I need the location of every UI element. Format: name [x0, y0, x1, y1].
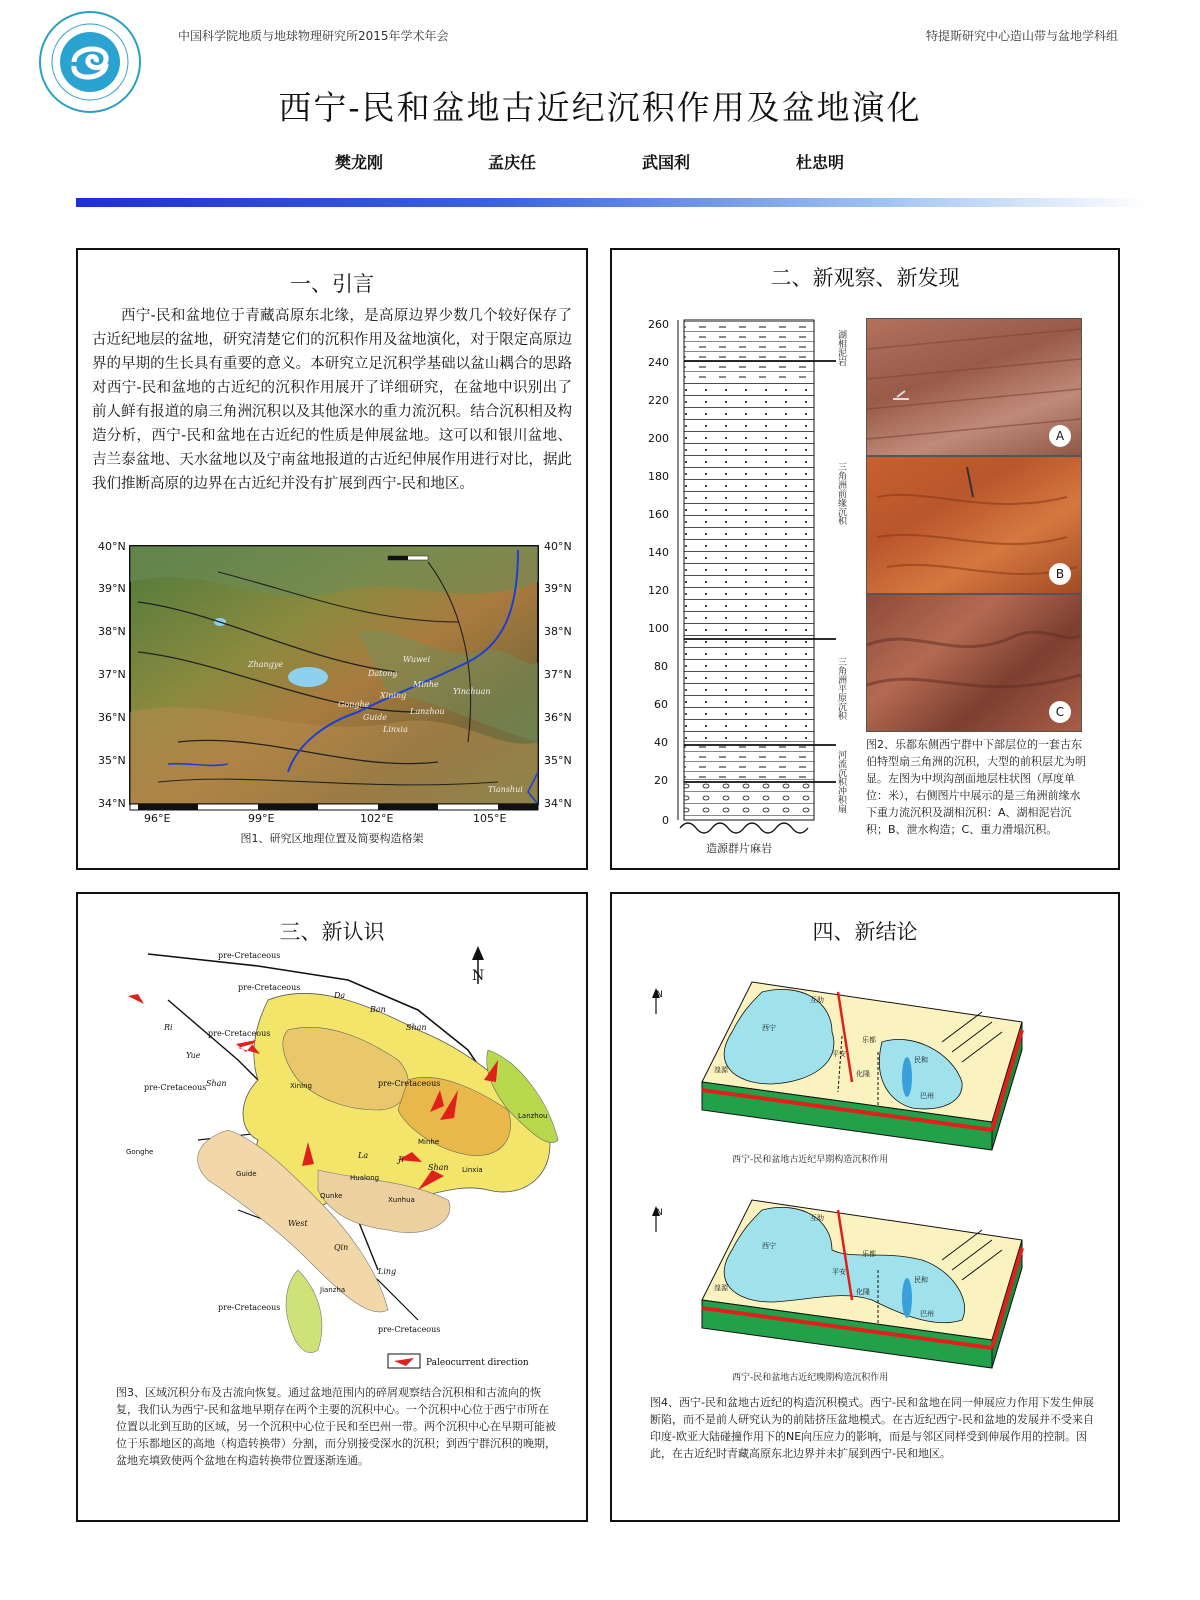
- unit-label: 河流沉积: [836, 750, 846, 786]
- lat-label-right: 34°N: [544, 797, 572, 810]
- figure4-caption: 图4、西宁-民和盆地古近纪的构造沉积模式。西宁-民和盆地在同一伸展应力作用下发生伸展断陷，而不是前人研究认为的前陆挤压盆地模式。在古近纪西宁-民和盆地的发展并不受来自印度-欧亚大陆碰撞作用下的NE向压应力的影响，而是与邻区同样受到伸展作用的控制。因此，在古近纪时青藏高原东北边界并未扩展到西宁-民和地区。: [650, 1396, 1094, 1460]
- fault-label: West: [288, 1219, 308, 1228]
- depth-tick: 140: [648, 546, 669, 559]
- depth-tick: 100: [648, 622, 669, 635]
- lon-label: 99°E: [248, 812, 275, 825]
- map-unit-label: pre-Cretaceous: [208, 1029, 271, 1038]
- north-label: N: [472, 968, 485, 984]
- fault-label: Ling: [378, 1267, 397, 1276]
- block2-place: 民和: [914, 1276, 928, 1284]
- legend-label: Paleocurrent direction: [426, 1358, 529, 1368]
- fault-label: Yue: [186, 1051, 201, 1060]
- lat-label-right: 35°N: [544, 754, 572, 767]
- town-label: Lanzhou: [518, 1112, 548, 1120]
- depth-tick: 220: [648, 394, 669, 407]
- lat-label: 39°N: [98, 582, 126, 595]
- block2-place: 巴州: [920, 1310, 934, 1318]
- map-place: Datong: [368, 669, 398, 678]
- strat-column-chart: [636, 312, 856, 862]
- town-label: Xining: [290, 1082, 313, 1090]
- figure3-paleocurrent-map: [88, 940, 578, 1380]
- author-3: 武国利: [642, 153, 691, 172]
- depth-tick: 120: [648, 584, 669, 597]
- author-2: 孟庆任: [488, 153, 537, 172]
- block-diagram-late: [692, 1190, 1032, 1390]
- block2-caption: 西宁-民和盆地古近纪晚期构造沉积作用: [732, 1373, 889, 1383]
- fault-label: Ri: [164, 1023, 173, 1032]
- panel-new-conclusions: [610, 892, 1120, 1522]
- map-unit-label: pre-Cretaceous: [144, 1083, 207, 1092]
- figure3-caption: 图3、区域沉积分布及古流向恢复。通过盆地范围内的碎屑观察结合沉积相和古流向的恢复，我们认为西宁-民和盆地早期存在两个主要的沉积中心。一个沉积中心位于西宁市所在位置以北到互助的区域，另一个沉积中心位于民和至巴州一带。两个沉积中心在早期可能被位于乐都地区的高地（构造转换带）分割，而分别接受深水的沉积；到西宁群沉积的晚期，盆地充填致使两个盆地在构造转换带位置逐渐连通。: [116, 1386, 556, 1467]
- fault-label: Da: [334, 991, 346, 1000]
- header-right-text: 特提斯研究中心造山带与盆地学科组: [925, 29, 1118, 43]
- block1-place: 民和: [914, 1056, 928, 1064]
- block-diagram-late-svg: [692, 1190, 1032, 1390]
- map-place: Minhe: [413, 680, 439, 689]
- block1-place: 化隆: [856, 1070, 870, 1078]
- north-label-2: N: [656, 1208, 663, 1218]
- fault-label: Ban: [370, 1005, 386, 1014]
- fault-label: La: [358, 1151, 369, 1160]
- paleocurrent-map-svg: [88, 940, 578, 1380]
- map-unit-label: pre-Cretaceous: [378, 1079, 441, 1088]
- map-place: Guide: [363, 713, 387, 722]
- block1-place: 平安: [832, 1050, 846, 1058]
- map-place: Wuwei: [403, 655, 431, 664]
- block1-place: 西宁: [762, 1024, 776, 1032]
- lon-label: 102°E: [360, 812, 394, 825]
- figure2-caption: 图2、乐都东侧西宁群中下部层位的一套古东伯特型扇三角洲的沉积，大型的前积层尤为明显。左图为中坝沟剖面地层柱状图（厚度单位：米），右侧图片中展示的是三角洲前缘水下重力流沉积及湖相沉积：A、湖相泥岩沉积；B、泄水构造；C、重力滑塌沉积。: [866, 738, 1086, 836]
- photo-a-label: A: [1049, 425, 1071, 447]
- map-unit-label: pre-Cretaceous: [238, 983, 301, 992]
- town-label: Minhe: [418, 1138, 440, 1146]
- title-divider-bar: [76, 198, 1146, 207]
- panel-new-understanding: [76, 892, 588, 1522]
- map-place: Lanzhou: [410, 707, 445, 716]
- page-title: 西宁-民和盆地古近纪沉积作用及盆地演化: [278, 88, 922, 127]
- block2-place: 互助: [810, 1214, 824, 1222]
- block2-place: 湟源: [714, 1284, 728, 1292]
- photo-c-gravity-slump: [866, 594, 1082, 732]
- lon-label: 96°E: [144, 812, 171, 825]
- unit-label: 三角洲平原沉积: [836, 657, 846, 720]
- unit-label: 湖相泥岩: [836, 330, 846, 366]
- photo-c-label: C: [1049, 701, 1071, 723]
- fault-label: Qin: [334, 1243, 349, 1252]
- block1-place: 乐都: [862, 1036, 876, 1044]
- lat-label: 34°N: [98, 797, 126, 810]
- lat-label-right: 39°N: [544, 582, 572, 595]
- unit-label: 冲积扇: [836, 786, 846, 813]
- panel-new-observations: [610, 248, 1120, 870]
- lat-label: 40°N: [98, 542, 126, 553]
- section1-body: 西宁-民和盆地位于青藏高原东北缘，是高原边界少数几个较好保存了古近纪地层的盆地，研究清楚它们的沉积作用及盆地演化，对于限定高原边界的早期的生长具有重要的意义。本研究立足沉积学基础以盆山耦合的思路对西宁-民和盆地的古近纪的沉积作用展开了详细研究，在盆地中识别出了前人鲜有报道的扇三角洲沉积以及其他深水的重力流沉积。结合沉积相及构造分析，西宁-民和盆地在古近纪的性质是伸展盆地。这可以和银川盆地、吉兰泰盆地、天水盆地以及宁南盆地报道的古近纪伸展作用进行对比，据此我们推断高原的边界在古近纪并没有扩展到西宁-民和地区。: [92, 308, 572, 492]
- block1-place: 互助: [810, 996, 824, 1004]
- depth-tick: 240: [648, 356, 669, 369]
- block-diagram-early: [692, 972, 1032, 1172]
- block1-place: 湟源: [714, 1066, 728, 1074]
- fault-label: Shan: [428, 1163, 449, 1172]
- map-place: Xining: [380, 691, 407, 700]
- photo-a-lacustrine-mudstone: [866, 318, 1082, 456]
- block2-place: 平安: [832, 1268, 846, 1276]
- figure1-map: [98, 542, 573, 844]
- depth-tick: 20: [654, 774, 668, 787]
- study-area-relief-map: [98, 542, 573, 844]
- block2-place: 化隆: [856, 1288, 870, 1296]
- map-unit-label: pre-Cretaceous: [378, 1325, 441, 1334]
- panel-introduction: [76, 248, 588, 870]
- lat-label: 36°N: [98, 711, 126, 724]
- map-unit-label: pre-Cretaceous: [218, 1303, 281, 1312]
- author-4: 杜忠明: [796, 153, 845, 172]
- lat-label: 35°N: [98, 754, 126, 767]
- depth-tick: 200: [648, 432, 669, 445]
- north-label-1: N: [656, 990, 663, 1000]
- town-label: Hualong: [350, 1174, 380, 1182]
- town-label: Gonghe: [126, 1148, 154, 1156]
- fault-label: Shan: [406, 1023, 427, 1032]
- lat-label-right: 40°N: [544, 542, 572, 553]
- map-place: Yinchuan: [453, 687, 491, 696]
- fault-label: Ji: [398, 1155, 404, 1164]
- lat-label-right: 38°N: [544, 625, 572, 638]
- lat-label: 37°N: [98, 668, 126, 681]
- depth-tick: 60: [654, 698, 668, 711]
- depth-tick: 80: [654, 660, 668, 673]
- block1-place: 巴州: [920, 1092, 934, 1100]
- map-place: Gonghe: [338, 700, 370, 709]
- column-base-label: 造源群片麻岩: [706, 842, 772, 855]
- section2-title: 二、新观察、新发现: [770, 266, 960, 290]
- block-diagram-early-svg: [692, 972, 1032, 1172]
- map-place: Tianshui: [488, 785, 523, 794]
- map-place: Linxia: [383, 725, 408, 734]
- figure2-strat-column: [636, 312, 856, 862]
- block2-place: 乐都: [862, 1250, 876, 1258]
- block1-caption: 西宁-民和盆地古近纪早期构造沉积作用: [732, 1155, 889, 1165]
- map-unit-label: pre-Cretaceous: [218, 951, 281, 960]
- section1-title: 一、引言: [290, 272, 374, 296]
- lat-label: 38°N: [98, 625, 126, 638]
- section4-title: 四、新结论: [812, 920, 918, 944]
- town-label: Xunhua: [388, 1196, 415, 1204]
- unit-label: 三角洲前缘沉积: [836, 462, 846, 525]
- town-label: Guide: [236, 1170, 257, 1178]
- lat-label-right: 36°N: [544, 711, 572, 724]
- depth-tick: 40: [654, 736, 668, 749]
- figure1-caption: 图1、研究区地理位置及简要构造格架: [240, 832, 424, 845]
- town-label: Linxia: [462, 1166, 483, 1174]
- depth-tick: 260: [648, 318, 669, 331]
- lon-label: 105°E: [473, 812, 507, 825]
- lat-label-right: 37°N: [544, 668, 572, 681]
- town-label: Jianzha: [320, 1286, 346, 1294]
- depth-tick: 0: [662, 814, 669, 827]
- photo-b-dewatering-structure: [866, 456, 1082, 594]
- photo-b-label: B: [1049, 563, 1071, 585]
- town-label: Qunke: [320, 1192, 343, 1200]
- fault-label: Shan: [206, 1079, 227, 1088]
- section3-title: 三、新认识: [279, 920, 385, 944]
- author-1: 樊龙刚: [335, 153, 384, 172]
- block2-place: 西宁: [762, 1242, 776, 1250]
- depth-tick: 180: [648, 470, 669, 483]
- depth-tick: 160: [648, 508, 669, 521]
- map-place: Zhangye: [248, 660, 284, 669]
- header-left-text: 中国科学院地质与地球物理研究所2015年学术年会: [178, 29, 449, 43]
